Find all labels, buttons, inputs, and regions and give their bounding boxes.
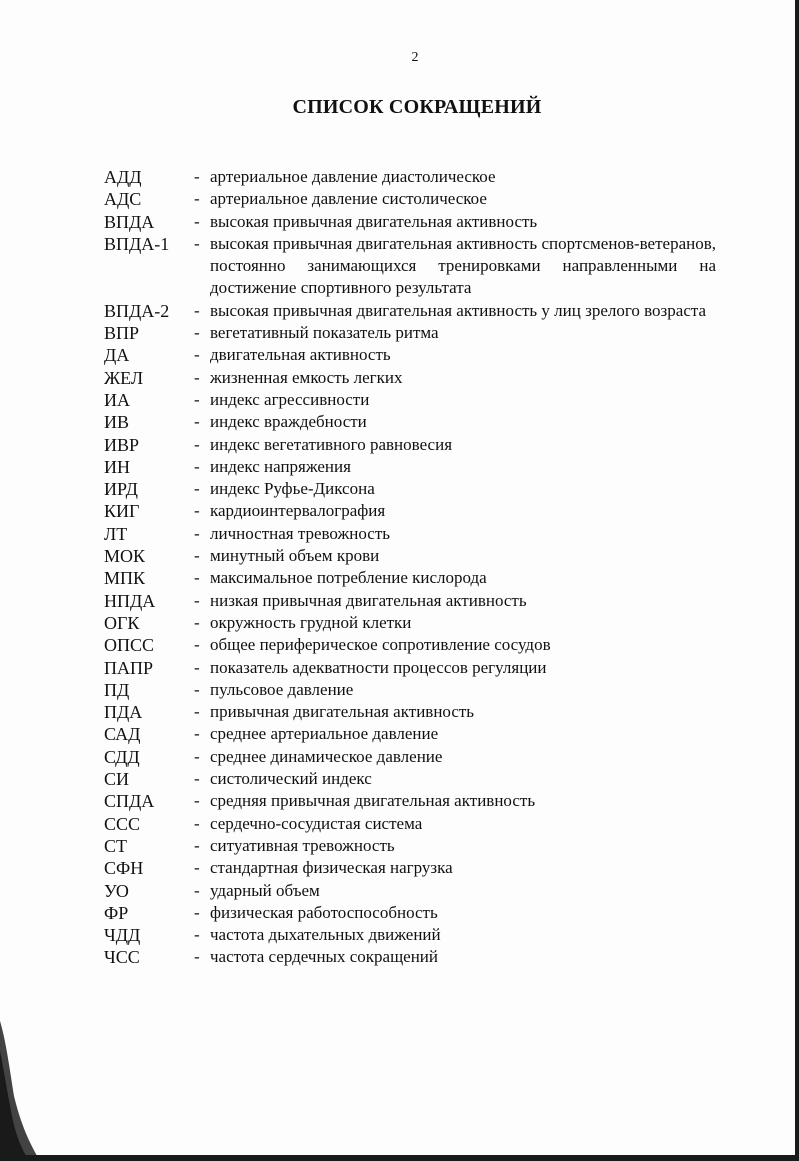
abbreviation-term: УО [104, 880, 129, 901]
abbreviation-term: НПДА [104, 590, 156, 611]
abbreviation-row [104, 500, 716, 522]
abbreviation-definition: привычная двигательная активность [210, 702, 475, 722]
abbreviation-dash: - [194, 612, 200, 632]
abbreviation-row [104, 344, 716, 366]
abbreviation-term: МОК [104, 546, 146, 567]
abbreviation-definition: частота сердечных сокращений [210, 947, 438, 967]
abbreviation-definition: кардиоинтервалография [210, 501, 386, 521]
abbreviation-definition: окружность грудной клетки [210, 612, 412, 632]
abbreviation-definition: пульсовое давление [210, 679, 354, 699]
abbreviation-dash: - [194, 434, 200, 454]
abbreviation-term: ИВ [104, 412, 130, 433]
abbreviation-definition: высокая привычная двигательная активность у лиц зрелого возраста [210, 300, 707, 320]
abbreviation-definition: средняя привычная двигательная активность [210, 791, 536, 811]
abbreviation-term: МПК [104, 568, 146, 589]
abbreviation-definition: двигательная активность [210, 345, 391, 365]
abbreviation-term: ЖЕЛ [104, 367, 144, 388]
abbreviation-dash: - [194, 635, 200, 655]
abbreviation-row [104, 367, 716, 389]
abbreviation-term: ОГК [104, 612, 140, 633]
abbreviation-term: ВПР [104, 323, 140, 344]
abbreviation-dash: - [194, 791, 200, 811]
abbreviation-row [104, 813, 716, 835]
abbreviation-term: ПАПР [104, 657, 154, 678]
abbreviation-definition: высокая привычная двигательная активность спортсменов-ветеранов, постоянно занимающихся тренировками направленными на достижение спортивного результата [210, 233, 716, 298]
abbreviation-dash: - [194, 947, 200, 967]
abbreviation-row [104, 723, 716, 745]
abbreviation-definition: индекс враждебности [210, 412, 367, 432]
abbreviation-dash: - [194, 902, 200, 922]
abbreviation-term: ИН [104, 456, 130, 477]
abbreviation-row [104, 590, 716, 612]
abbreviation-term: ВПДА [104, 211, 155, 232]
scan-edge-right [795, 0, 799, 1161]
abbreviation-dash: - [194, 167, 200, 186]
abbreviation-definition: максимальное потребление кислорода [210, 568, 487, 588]
abbreviation-list [104, 166, 716, 969]
abbreviation-term: СДД [104, 746, 140, 767]
abbreviation-row [104, 835, 716, 857]
abbreviation-definition: артериальное давление систолическое [210, 189, 487, 209]
abbreviation-term: ССС [104, 813, 141, 834]
abbreviation-term: СФН [104, 858, 144, 879]
abbreviation-definition: среднее артериальное давление [210, 724, 439, 744]
abbreviation-term: ПДА [104, 702, 143, 723]
abbreviation-term: ВПДА-2 [104, 300, 170, 321]
abbreviation-definition: систолический индекс [210, 769, 372, 789]
abbreviation-term: СТ [104, 835, 128, 856]
abbreviation-term: АДС [104, 189, 142, 210]
abbreviation-definition: индекс агрессивности [210, 389, 370, 409]
abbreviation-row [104, 166, 716, 188]
abbreviation-term: САД [104, 724, 141, 745]
abbreviation-row [104, 679, 716, 701]
abbreviation-term: ИА [104, 389, 130, 410]
abbreviation-term: ЧДД [104, 925, 141, 946]
abbreviation-dash: - [194, 189, 200, 209]
abbreviation-definition: личностная тревожность [210, 523, 391, 543]
abbreviation-definition: индекс Руфье-Диксона [210, 479, 375, 499]
abbreviation-row [104, 924, 716, 946]
page-title: СПИСОК СОКРАЩЕНИЙ [292, 96, 542, 118]
abbreviation-dash: - [194, 724, 200, 744]
abbreviation-row [104, 523, 716, 545]
abbreviation-row [104, 188, 716, 210]
abbreviation-dash: - [194, 233, 200, 253]
abbreviation-definition: среднее динамическое давление [210, 746, 443, 766]
abbreviation-row [104, 634, 716, 656]
abbreviation-dash: - [194, 702, 200, 722]
abbreviation-term: КИГ [104, 501, 140, 522]
abbreviation-row [104, 545, 716, 567]
scan-shadow-decoration [0, 1001, 60, 1161]
abbreviation-row [104, 211, 716, 233]
abbreviation-row [104, 478, 716, 500]
abbreviation-dash: - [194, 925, 200, 945]
abbreviation-definition: индекс вегетативного равновесия [210, 434, 453, 454]
abbreviation-row [104, 456, 716, 478]
abbreviation-term: ПД [104, 679, 130, 700]
abbreviation-term: ЛТ [104, 523, 128, 544]
abbreviation-dash: - [194, 300, 200, 320]
abbreviation-dash: - [194, 523, 200, 543]
abbreviation-dash: - [194, 323, 200, 343]
abbreviation-definition: артериальное давление диастолическое [210, 167, 496, 186]
abbreviation-dash: - [194, 746, 200, 766]
abbreviation-dash: - [194, 367, 200, 387]
abbreviation-row [104, 701, 716, 723]
abbreviation-dash: - [194, 211, 200, 231]
abbreviation-dash: - [194, 501, 200, 521]
abbreviation-definition: частота дыхательных движений [210, 925, 441, 945]
abbreviation-definition: общее периферическое сопротивление сосудов [210, 635, 551, 655]
abbreviation-definition: физическая работоспособность [210, 902, 438, 922]
abbreviation-row [104, 612, 716, 634]
abbreviation-dash: - [194, 456, 200, 476]
abbreviation-row [104, 434, 716, 456]
abbreviation-term: ВПДА-1 [104, 233, 170, 254]
abbreviation-term: ИРД [104, 479, 138, 500]
abbreviation-row [104, 233, 716, 300]
abbreviation-definition: вегетативный показатель ритма [210, 323, 439, 343]
abbreviation-definition: минутный объем крови [210, 546, 380, 566]
abbreviation-definition: ситуативная тревожность [210, 835, 395, 855]
abbreviation-term: ФР [104, 902, 129, 923]
abbreviation-definition: индекс напряжения [210, 456, 351, 476]
abbreviation-dash: - [194, 412, 200, 432]
abbreviation-dash: - [194, 568, 200, 588]
abbreviation-row [104, 946, 716, 968]
abbreviation-term: ОПСС [104, 635, 155, 656]
abbreviation-row [104, 657, 716, 679]
abbreviation-term: ДА [104, 345, 130, 366]
abbreviation-definition: стандартная физическая нагрузка [210, 858, 453, 878]
abbreviation-term: СИ [104, 769, 130, 790]
abbreviation-definition: жизненная емкость легких [210, 367, 403, 387]
abbreviation-term: ИВР [104, 434, 140, 455]
abbreviation-definition: сердечно-сосудистая система [210, 813, 423, 833]
abbreviation-row [104, 768, 716, 790]
abbreviation-dash: - [194, 479, 200, 499]
abbreviation-row [104, 880, 716, 902]
abbreviation-row [104, 411, 716, 433]
abbreviation-dash: - [194, 679, 200, 699]
abbreviation-row [104, 389, 716, 411]
abbreviation-term: АДД [104, 167, 142, 187]
page-number: 2 [411, 50, 419, 65]
abbreviation-dash: - [194, 590, 200, 610]
abbreviation-row [104, 322, 716, 344]
abbreviation-dash: - [194, 657, 200, 677]
abbreviation-dash: - [194, 858, 200, 878]
abbreviation-row [104, 902, 716, 924]
abbreviation-dash: - [194, 769, 200, 789]
abbreviation-definition: показатель адекватности процессов регуляции [210, 657, 547, 677]
abbreviation-definition: низкая привычная двигательная активность [210, 590, 527, 610]
abbreviation-dash: - [194, 835, 200, 855]
abbreviation-row [104, 300, 716, 322]
abbreviation-row [104, 790, 716, 812]
abbreviation-dash: - [194, 880, 200, 900]
abbreviation-term: ЧСС [104, 947, 140, 968]
abbreviation-dash: - [194, 813, 200, 833]
abbreviation-term: СПДА [104, 791, 155, 812]
abbreviation-definition: высокая привычная двигательная активность [210, 211, 538, 231]
abbreviation-dash: - [194, 345, 200, 365]
abbreviation-dash: - [194, 546, 200, 566]
abbreviation-row [104, 857, 716, 879]
abbreviation-row [104, 746, 716, 768]
abbreviation-definition: ударный объем [210, 880, 320, 900]
abbreviation-dash: - [194, 389, 200, 409]
abbreviation-row [104, 567, 716, 589]
scan-edge-bottom [0, 1155, 799, 1161]
